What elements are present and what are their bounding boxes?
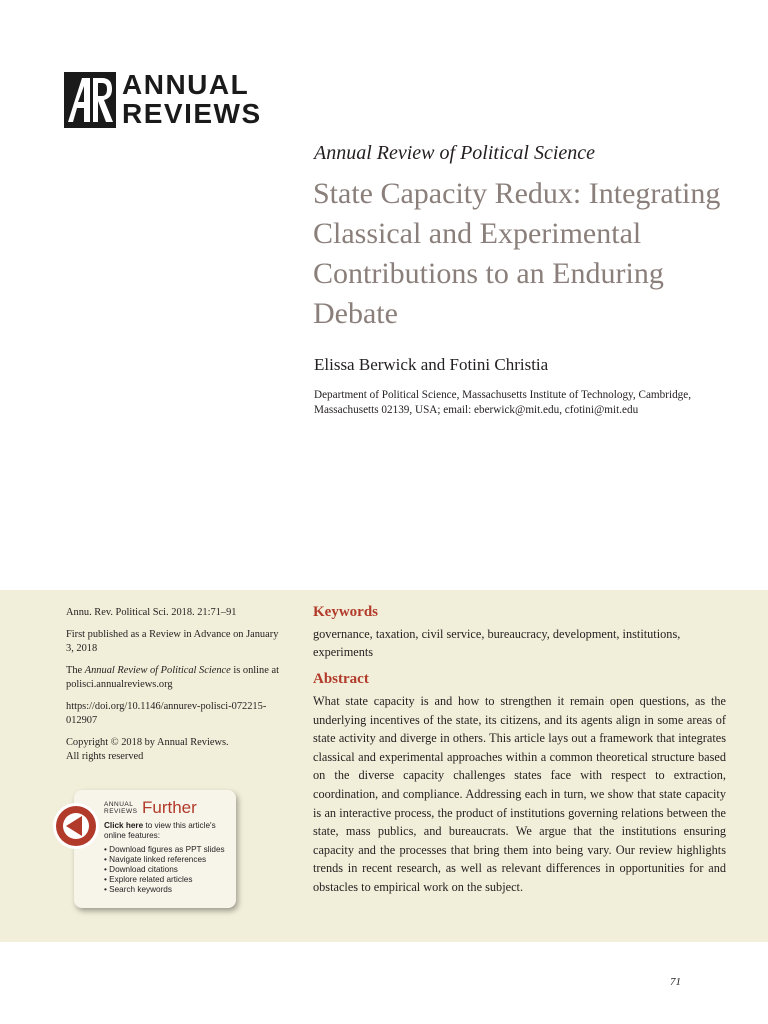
further-click-text [104,821,230,841]
click-rest: to view this article's online features: [104,821,216,840]
annual-reviews-logo [64,69,264,129]
list-item[interactable]: • Search keywords [104,885,230,895]
ar-logo-mark-icon [64,72,116,128]
article-metadata [66,606,284,764]
list-item[interactable]: • Download figures as PPT slides [104,845,230,855]
journal-name: Annual Review of Political Science [314,142,596,164]
article-title: State Capacity Redux: Integrating Classical and Experimental Contributions to an Enduring Debate [313,177,721,330]
further-text [104,798,230,895]
online-suffix: is online at polisci.annualreviews.org [66,665,279,690]
further-header [104,798,230,818]
online-availability [66,664,284,692]
further-word: Further [142,798,197,817]
copyright-line: Copyright © 2018 by Annual Reviews. [66,737,229,748]
abstract-heading: Abstract [313,671,369,687]
keywords-list: governance, taxation, civil service, bureaucracy, development, institutions, experiments [313,627,681,659]
page-number: 71 [670,976,681,988]
abstract-text: What state capacity is and how to strengthen it remain open questions, as the underlying incentives of the state, its citizens, and its agents align in some areas of state activity and diverge in others. This article lays out a framework that integrates classical and experimental approaches within a common theoretical structure based on the diverse capacity challenges states face with respect to extraction, coordination, and compliance. Addressing each in turn, we show that state capacity is an interactive process, the product of institutions governing relations between the state, mass publics, and bureaucrats. We argue that the institutions ensuring capacity and the processes that bring them into being vary. Our review highlights trends in recent research, as well as relevant differences in opportunities for and obstacles to empirical work on the subject. [313,694,726,894]
further-feature-list [104,845,230,895]
rights-line: All rights reserved [66,751,144,762]
publication-date: First published as a Review in Advance on January 3, 2018 [66,629,279,654]
author-affiliation: Department of Political Science, Massachusetts Institute of Technology, Cambridge, Massachusetts 02139, USA; email: eberwick@mit.edu, cfotini@mit.edu [314,389,692,416]
logo-line-2: REVIEWS [122,98,262,129]
logo-line-1: ANNUAL [122,69,250,100]
logo-wordmark [122,70,262,128]
list-item[interactable]: • Download citations [104,865,230,875]
further-label: ANNUAL REVIEWS [104,801,138,815]
online-prefix: The [66,665,85,676]
click-here-link[interactable]: Click here [104,821,144,830]
keywords-abstract-column [313,604,726,897]
left-arrow-icon[interactable] [52,802,100,850]
copyright [66,736,284,764]
list-item[interactable]: • Navigate linked references [104,855,230,865]
list-item[interactable]: • Explore related articles [104,875,230,885]
online-journal: Annual Review of Political Science [84,665,231,676]
keywords-heading: Keywords [313,604,378,620]
citation: Annu. Rev. Political Sci. 2018. 21:71–91 [66,607,237,618]
further-features-box[interactable] [52,786,240,914]
doi-link[interactable]: https://doi.org/10.1146/annurev-polisci-072215-012907 [66,701,267,726]
article-authors: Elissa Berwick and Fotini Christia [314,355,549,374]
